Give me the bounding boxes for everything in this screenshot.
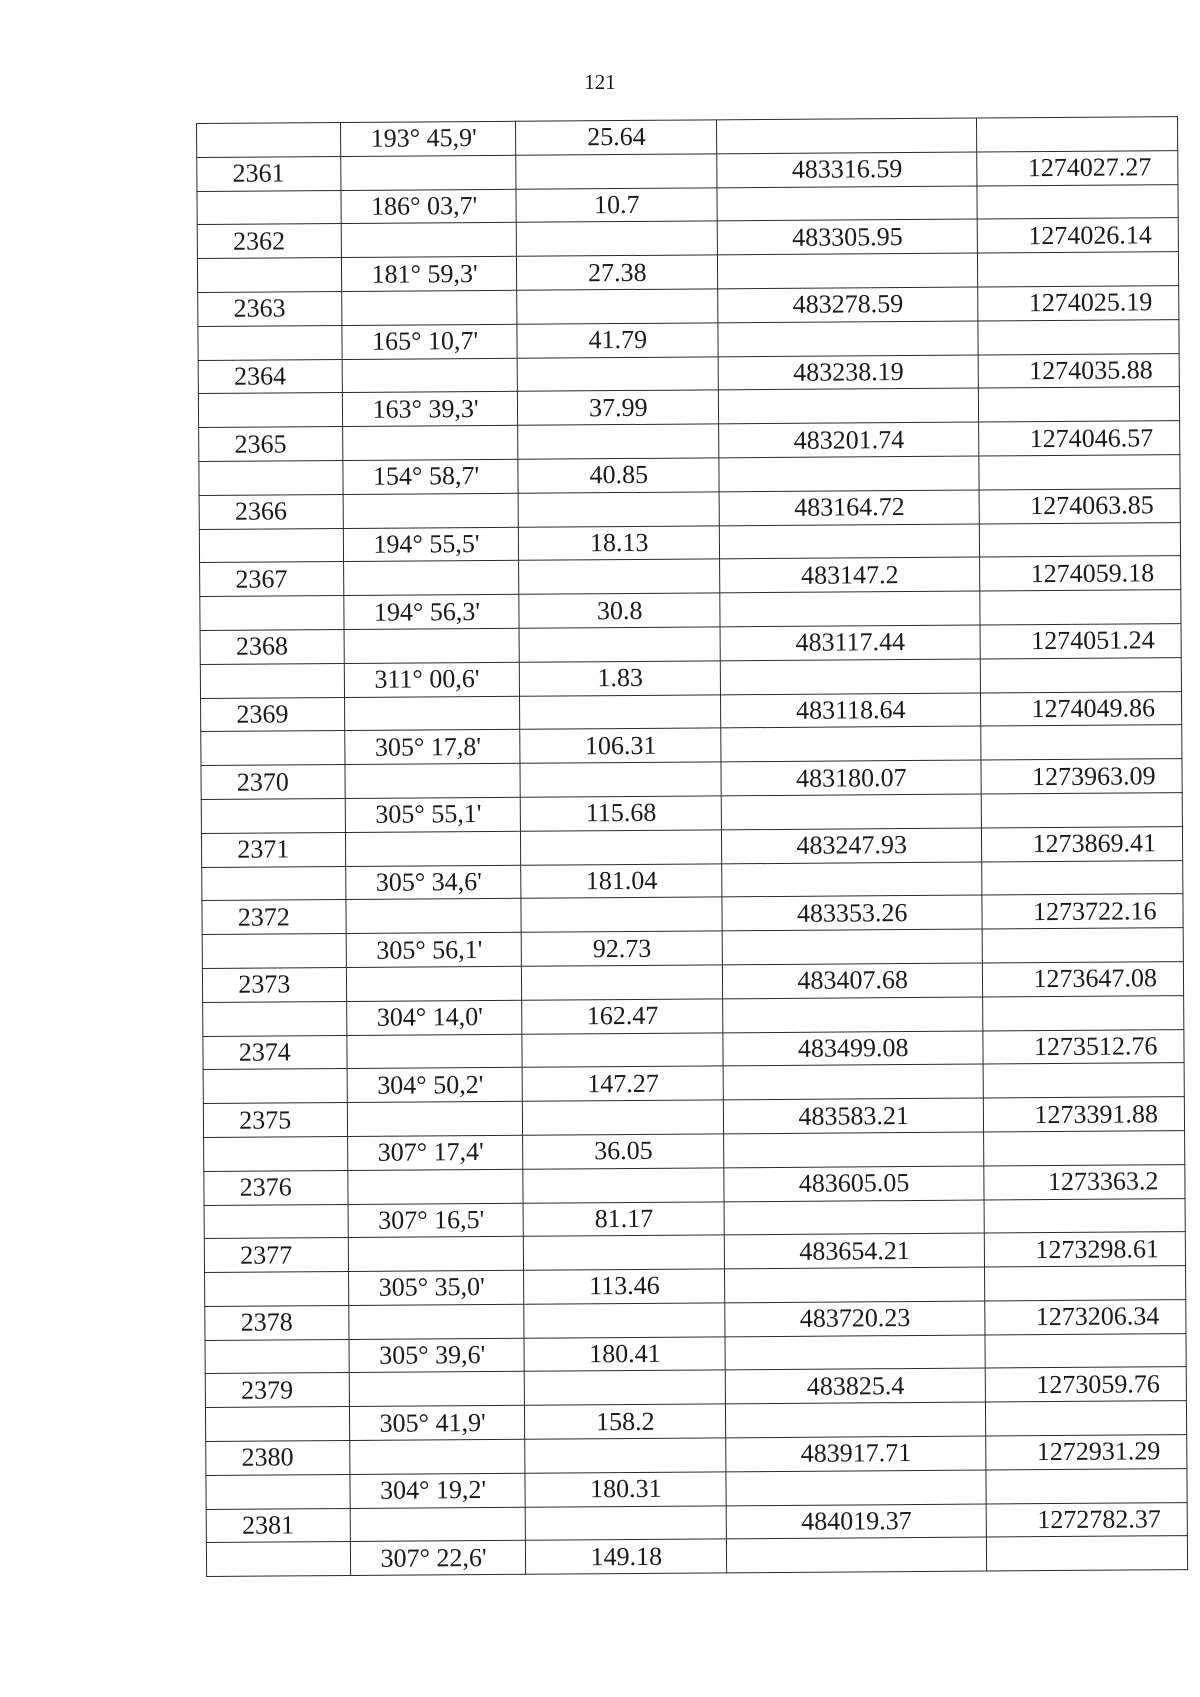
- bearing-cell: [348, 1237, 524, 1272]
- coord-y-cell: [985, 1333, 1186, 1368]
- coord-y-cell: [980, 657, 1181, 692]
- bearing-cell: [344, 628, 520, 663]
- coord-y-cell: 1274025.19: [978, 286, 1179, 321]
- point-number-cell: 2371: [201, 832, 345, 867]
- coord-x-cell: 483278.59: [718, 287, 978, 323]
- coord-x-cell: [725, 1335, 985, 1371]
- point-number-cell: 2372: [202, 900, 346, 935]
- coord-y-cell: 1273363.2: [984, 1164, 1185, 1199]
- coord-x-cell: 483605.05: [724, 1166, 984, 1202]
- point-number-cell: [200, 596, 344, 631]
- distance-cell: 27.38: [517, 255, 718, 290]
- coord-y-cell: [983, 1063, 1184, 1098]
- bearing-cell: [348, 1304, 524, 1339]
- coord-y-cell: [978, 252, 1179, 287]
- point-number-cell: [199, 528, 343, 563]
- bearing-cell: [341, 223, 517, 258]
- bearing-cell: 304° 50,2': [347, 1068, 523, 1103]
- coord-y-cell: [986, 1468, 1187, 1503]
- coord-y-cell: 1273722.16: [982, 894, 1183, 929]
- coord-y-cell: 1274063.85: [979, 488, 1180, 523]
- coord-y-cell: 1273963.09: [981, 759, 1182, 794]
- distance-cell: 81.17: [523, 1201, 724, 1236]
- coord-y-cell: 1273869.41: [982, 826, 1183, 861]
- coord-y-cell: [981, 793, 1182, 828]
- bearing-cell: 304° 19,2': [349, 1473, 525, 1508]
- point-number-cell: 2366: [199, 494, 343, 529]
- coord-x-cell: [727, 1537, 987, 1573]
- coord-x-cell: 483201.74: [719, 422, 979, 458]
- coord-x-cell: [721, 726, 981, 762]
- coord-x-cell: 483305.95: [717, 219, 977, 255]
- distance-cell: [525, 1438, 726, 1473]
- coord-y-cell: 1273298.61: [985, 1232, 1186, 1267]
- table-body: [197, 117, 1188, 1577]
- point-number-cell: [205, 1272, 349, 1307]
- coord-y-cell: [986, 1401, 1187, 1436]
- bearing-cell: 307° 22,6': [350, 1541, 526, 1576]
- survey-coordinates-table: [196, 116, 1188, 1577]
- coord-y-cell: [987, 1536, 1188, 1571]
- coord-x-cell: [723, 1064, 983, 1100]
- bearing-cell: 305° 35,0': [348, 1270, 524, 1305]
- bearing-cell: 305° 39,6': [349, 1338, 525, 1373]
- coord-x-cell: [722, 929, 982, 965]
- bearing-cell: 304° 14,0': [346, 1000, 522, 1035]
- coord-y-cell: [984, 1131, 1185, 1166]
- distance-cell: 113.46: [524, 1269, 725, 1304]
- bearing-cell: [345, 831, 521, 866]
- point-number-cell: [197, 258, 341, 293]
- point-number-cell: 2374: [203, 1035, 347, 1070]
- bearing-cell: 194° 55,5': [343, 527, 519, 562]
- coord-x-cell: [720, 659, 980, 695]
- coord-x-cell: [725, 1267, 985, 1303]
- coord-x-cell: 483164.72: [719, 490, 979, 526]
- bearing-cell: [343, 561, 519, 596]
- point-number-cell: [203, 1069, 347, 1104]
- coord-y-cell: 1272931.29: [986, 1435, 1187, 1470]
- distance-cell: [520, 694, 721, 729]
- coord-y-cell: 1273647.08: [983, 962, 1184, 997]
- coord-y-cell: [977, 184, 1178, 219]
- coord-y-cell: [979, 387, 1180, 422]
- distance-cell: [520, 762, 721, 797]
- bearing-cell: 163° 39,3': [342, 392, 518, 427]
- coord-x-cell: [719, 456, 979, 492]
- point-number-cell: 2362: [197, 224, 341, 259]
- bearing-cell: 305° 34,6': [345, 865, 521, 900]
- point-number-cell: [202, 866, 346, 901]
- coord-y-cell: [978, 319, 1179, 354]
- coord-y-cell: 1274035.88: [978, 353, 1179, 388]
- table-row: [206, 1536, 1187, 1577]
- distance-cell: [524, 1235, 725, 1270]
- point-number-cell: 2380: [206, 1441, 350, 1476]
- point-number-cell: [201, 731, 345, 766]
- coord-x-cell: [723, 997, 983, 1033]
- distance-cell: [524, 1303, 725, 1338]
- coord-x-cell: 483180.07: [721, 760, 981, 796]
- distance-cell: [522, 965, 723, 1000]
- coord-x-cell: 483238.19: [718, 355, 978, 391]
- distance-cell: 180.31: [525, 1472, 726, 1507]
- coord-x-cell: [726, 1470, 986, 1506]
- distance-cell: [523, 1100, 724, 1135]
- point-number-cell: [203, 1001, 347, 1036]
- coord-y-cell: [980, 590, 1181, 625]
- coord-x-cell: [717, 118, 977, 154]
- coord-x-cell: [717, 186, 977, 222]
- coord-x-cell: [726, 1402, 986, 1438]
- coord-y-cell: 1273391.88: [984, 1097, 1185, 1132]
- point-number-cell: 2363: [198, 291, 342, 326]
- coord-y-cell: [983, 995, 1184, 1030]
- distance-cell: 40.85: [518, 458, 719, 493]
- distance-cell: [521, 897, 722, 932]
- coord-x-cell: 483247.93: [722, 828, 982, 864]
- coord-x-cell: 483118.64: [721, 693, 981, 729]
- distance-cell: [517, 289, 718, 324]
- bearing-cell: [343, 493, 519, 528]
- bearing-cell: 193° 45,9': [340, 121, 516, 156]
- point-number-cell: [198, 325, 342, 360]
- coord-x-cell: [724, 1132, 984, 1168]
- distance-cell: 158.2: [525, 1404, 726, 1439]
- distance-cell: 30.8: [519, 593, 720, 628]
- point-number-cell: 2365: [199, 427, 343, 462]
- bearing-cell: [350, 1507, 526, 1542]
- distance-cell: 18.13: [519, 525, 720, 560]
- point-number-cell: 2373: [202, 967, 346, 1002]
- distance-cell: 41.79: [517, 323, 718, 358]
- point-number-cell: [202, 934, 346, 969]
- point-number-cell: 2370: [201, 765, 345, 800]
- point-number-cell: 2361: [197, 156, 341, 191]
- bearing-cell: [349, 1439, 525, 1474]
- distance-cell: 181.04: [521, 863, 722, 898]
- coord-x-cell: [719, 524, 979, 560]
- point-number-cell: [204, 1136, 348, 1171]
- distance-cell: 162.47: [522, 999, 723, 1034]
- coord-x-cell: 483499.08: [723, 1031, 983, 1067]
- distance-cell: [523, 1168, 724, 1203]
- distance-cell: 147.27: [523, 1066, 724, 1101]
- coord-y-cell: [985, 1266, 1186, 1301]
- distance-cell: 37.99: [518, 390, 719, 425]
- coord-y-cell: 1274026.14: [977, 218, 1178, 253]
- bearing-cell: 186° 03,7': [341, 189, 517, 224]
- coord-x-cell: 483353.26: [722, 895, 982, 931]
- bearing-cell: [346, 966, 522, 1001]
- distance-cell: [516, 154, 717, 189]
- point-number-cell: 2381: [206, 1508, 350, 1543]
- bearing-cell: 307° 16,5': [348, 1203, 524, 1238]
- bearing-cell: 165° 10,7': [341, 324, 517, 359]
- bearing-cell: [347, 1101, 523, 1136]
- bearing-cell: [345, 899, 521, 934]
- distance-cell: [522, 1032, 723, 1067]
- point-number-cell: [206, 1542, 350, 1577]
- bearing-cell: 305° 41,9': [349, 1406, 525, 1441]
- coord-y-cell: 1273512.76: [983, 1029, 1184, 1064]
- coord-x-cell: 483917.71: [726, 1436, 986, 1472]
- coord-y-cell: 1273059.76: [985, 1367, 1186, 1402]
- point-number-cell: 2369: [201, 697, 345, 732]
- distance-cell: 10.7: [516, 187, 717, 222]
- distance-cell: 115.68: [521, 796, 722, 831]
- point-number-cell: 2368: [200, 629, 344, 664]
- point-number-cell: 2378: [205, 1305, 349, 1340]
- coord-x-cell: 483583.21: [723, 1098, 983, 1134]
- point-number-cell: 2376: [204, 1170, 348, 1205]
- coord-x-cell: 483117.44: [720, 625, 980, 661]
- bearing-cell: [340, 155, 516, 190]
- coord-y-cell: [979, 455, 1180, 490]
- point-number-cell: 2379: [205, 1373, 349, 1408]
- point-number-cell: [198, 393, 342, 428]
- point-number-cell: 2377: [204, 1238, 348, 1273]
- point-number-cell: 2375: [203, 1103, 347, 1138]
- bearing-cell: 181° 59,3': [341, 256, 517, 291]
- coord-y-cell: 1274027.27: [977, 150, 1178, 185]
- distance-cell: 36.05: [523, 1134, 724, 1169]
- coord-y-cell: [984, 1198, 1185, 1233]
- point-number-cell: [205, 1407, 349, 1442]
- page-number: 121: [584, 70, 616, 94]
- bearing-cell: [341, 290, 517, 325]
- distance-cell: 149.18: [526, 1539, 727, 1574]
- bearing-cell: [349, 1372, 525, 1407]
- bearing-cell: [342, 425, 518, 460]
- coord-y-cell: [977, 117, 1178, 152]
- point-number-cell: [201, 798, 345, 833]
- coord-x-cell: [718, 253, 978, 289]
- coord-y-cell: [982, 928, 1183, 963]
- point-number-cell: [205, 1339, 349, 1374]
- point-number-cell: [197, 190, 341, 225]
- bearing-cell: 307° 17,4': [347, 1135, 523, 1170]
- distance-cell: [518, 424, 719, 459]
- distance-cell: [521, 830, 722, 865]
- point-number-cell: [200, 663, 344, 698]
- coord-x-cell: 484019.37: [726, 1504, 986, 1540]
- point-number-cell: [206, 1474, 350, 1509]
- point-number-cell: 2364: [198, 359, 342, 394]
- coord-x-cell: 483407.68: [723, 963, 983, 999]
- coord-x-cell: 483147.2: [720, 557, 980, 593]
- bearing-cell: 305° 55,1': [345, 797, 521, 832]
- distance-cell: [519, 492, 720, 527]
- distance-cell: 1.83: [520, 661, 721, 696]
- bearing-cell: [346, 1034, 522, 1069]
- coord-y-cell: [980, 522, 1181, 557]
- distance-cell: [517, 221, 718, 256]
- coord-y-cell: 1274051.24: [980, 624, 1181, 659]
- coord-y-cell: 1274059.18: [980, 556, 1181, 591]
- bearing-cell: [344, 696, 520, 731]
- coord-y-cell: 1274049.86: [981, 691, 1182, 726]
- coord-y-cell: [982, 860, 1183, 895]
- bearing-cell: 194° 56,3': [343, 594, 519, 629]
- coord-y-cell: 1273206.34: [985, 1300, 1186, 1335]
- point-number-cell: 2367: [200, 562, 344, 597]
- distance-cell: 25.64: [516, 120, 717, 155]
- distance-cell: [525, 1370, 726, 1405]
- coord-y-cell: 1272782.37: [986, 1502, 1187, 1537]
- coord-x-cell: 483825.4: [725, 1369, 985, 1405]
- coord-x-cell: 483720.23: [725, 1301, 985, 1337]
- point-number-cell: [199, 460, 343, 495]
- coord-x-cell: [718, 321, 978, 357]
- coord-x-cell: [720, 591, 980, 627]
- coord-y-cell: 1274046.57: [979, 421, 1180, 456]
- distance-cell: 106.31: [520, 728, 721, 763]
- distance-cell: 180.41: [524, 1337, 725, 1372]
- distance-cell: [518, 356, 719, 391]
- coord-x-cell: 483316.59: [717, 152, 977, 188]
- coord-x-cell: [719, 388, 979, 424]
- distance-cell: 92.73: [522, 931, 723, 966]
- point-number-cell: [204, 1204, 348, 1239]
- bearing-cell: [347, 1169, 523, 1204]
- bearing-cell: 154° 58,7': [342, 459, 518, 494]
- bearing-cell: 305° 17,8': [344, 730, 520, 765]
- bearing-cell: [345, 763, 521, 798]
- coord-x-cell: [724, 1200, 984, 1236]
- point-number-cell: [197, 122, 341, 157]
- bearing-cell: 311° 00,6': [344, 662, 520, 697]
- distance-cell: [519, 559, 720, 594]
- distance-cell: [519, 627, 720, 662]
- bearing-cell: 305° 56,1': [346, 932, 522, 967]
- coord-x-cell: 483654.21: [724, 1233, 984, 1269]
- coord-y-cell: [981, 725, 1182, 760]
- distance-cell: [526, 1506, 727, 1541]
- coord-x-cell: [721, 794, 981, 830]
- bearing-cell: [342, 358, 518, 393]
- coord-x-cell: [722, 862, 982, 898]
